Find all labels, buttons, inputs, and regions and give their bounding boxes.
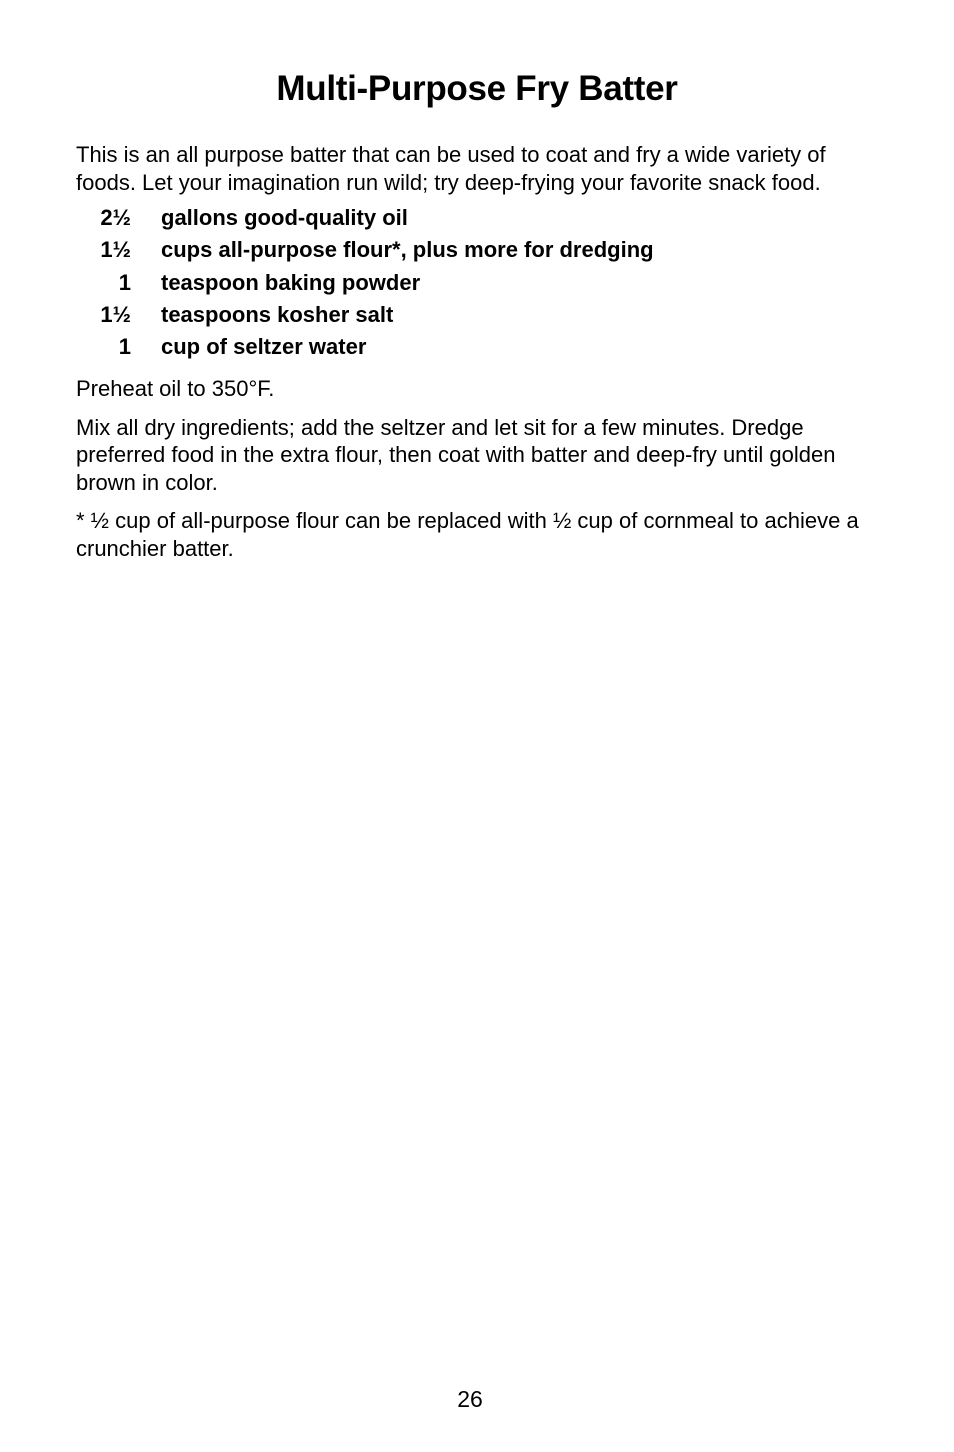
- step-mix: Mix all dry ingredients; add the seltzer and let sit for a few minutes. Dredge preferred food in the extra flour, then coat with batter and deep-fry until golden brown in color.: [76, 414, 836, 495]
- ingredient-item: [76, 331, 876, 363]
- ingredient-list: [76, 202, 876, 363]
- ingredient-quantity: 2½: [100, 205, 131, 230]
- footnote: * ½ cup of all-purpose flour can be replaced with ½ cup of cornmeal to achieve a crunchier batter.: [76, 508, 859, 561]
- ingredient-quantity: 1: [118, 269, 131, 295]
- ingredient-name: teaspoon baking powder: [161, 269, 421, 295]
- recipe-body: [76, 141, 876, 573]
- step-preheat: Preheat oil to 350°F.: [76, 376, 275, 402]
- ingredient-quantity: 1½: [100, 237, 131, 263]
- ingredient-name: cups all-purpose flour*, plus more for dredging: [161, 237, 654, 263]
- ingredient-item: [76, 267, 876, 299]
- ingredient-quantity: 1: [118, 334, 131, 360]
- ingredient-item: [76, 299, 876, 331]
- ingredient-item: [76, 234, 876, 266]
- ingredient-quantity: 1½: [100, 301, 131, 327]
- recipe-intro: This is an all purpose batter that can be used to coat and fry a wide variety of foods. Let your imagination run wild; try deep-frying your favorite snack food.: [76, 142, 826, 195]
- page-title: Multi-Purpose Fry Batter: [276, 69, 678, 108]
- ingredient-name: gallons good-quality oil: [161, 205, 408, 230]
- ingredient-item: [76, 202, 876, 234]
- ingredient-name: teaspoons kosher salt: [161, 301, 394, 327]
- page-number: 26: [457, 1386, 483, 1412]
- ingredient-name: cup of seltzer water: [161, 334, 367, 360]
